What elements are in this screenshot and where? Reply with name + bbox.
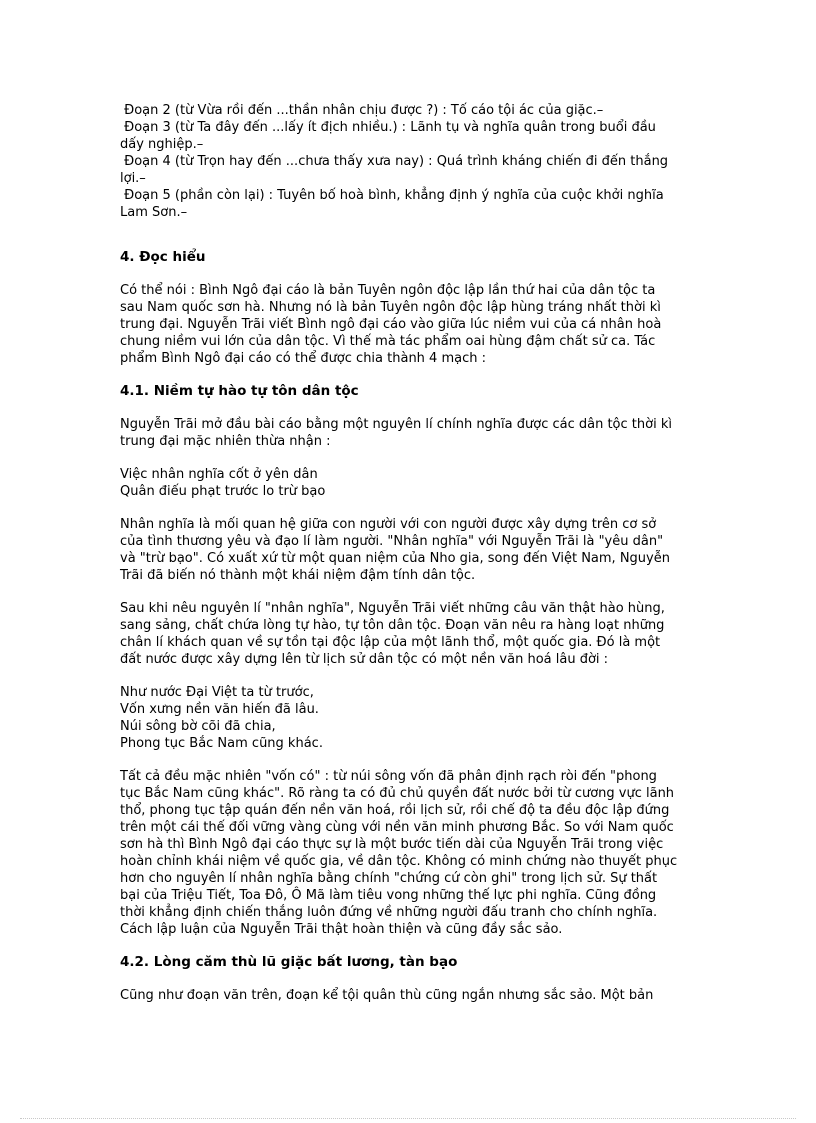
paragraph-nhan-nghia bbox=[120, 516, 700, 584]
paragraph-line: của tình thương yêu và đạo lí làm người. "Nhân nghĩa" với Nguyễn Trãi là "yêu dân" bbox=[120, 534, 664, 549]
paragraph-line: và "trừ bạo". Có xuất xứ từ một quan niệm của Nho gia, song đến Việt Nam, Nguyễn bbox=[120, 551, 670, 566]
section-heading-niem-tu-hao: 4.1. Niềm tự hào tự tôn dân tộc bbox=[120, 383, 359, 399]
paragraph-line: Có thể nói : Bình Ngô đại cáo là bản Tuyên ngôn độc lập lần thứ hai của dân tộc ta bbox=[120, 283, 656, 298]
paragraph-line: Trãi đã biến nó thành một khái niệm đậm tính dân tộc. bbox=[120, 568, 476, 583]
paragraph-line: sơn hà thì Bình Ngô đại cáo thực sự là một bước tiến dài của Nguyễn Trãi trong việc bbox=[120, 837, 664, 852]
outline-line: Đoạn 3 (từ Ta đây đến ...lấy ít địch nhiều.) : Lãnh tụ và nghĩa quân trong buổi đầu bbox=[120, 120, 656, 135]
spacer bbox=[120, 233, 700, 249]
quote-line: Núi sông bờ cõi đã chia, bbox=[120, 719, 276, 734]
paragraph-sau-khi bbox=[120, 600, 700, 668]
quote-nhan-nghia bbox=[120, 466, 700, 500]
page-bottom-rule bbox=[20, 1118, 796, 1119]
outline-line: Đoạn 4 (từ Trọn hay đến ...chưa thấy xưa nay) : Quá trình kháng chiến đi đến thắng bbox=[120, 154, 669, 169]
paragraph-line: Tất cả đều mặc nhiên "vốn có" : từ núi sông vốn đã phân định rạch ròi đến "phong bbox=[120, 769, 657, 784]
section-heading-long-cam-thu: 4.2. Lòng căm thù lũ giặc bất lương, tàn bạo bbox=[120, 954, 458, 970]
paragraph-line: trung đại. Nguyễn Trãi viết Bình ngô đại cáo vào giữa lúc niềm vui của cá nhân hoà bbox=[120, 317, 662, 332]
paragraph-line: trên một cái thế đối vững vàng cùng với nền văn minh phương Bắc. So với Nam quốc bbox=[120, 820, 674, 835]
paragraph-nguyen-li bbox=[120, 416, 700, 450]
quote-line: Việc nhân nghĩa cốt ở yên dân bbox=[120, 467, 318, 482]
paragraph-line: thổ, phong tục tập quán đến nền văn hoá, rồi lịch sử, rồi chế độ ta đều độc lập đứng bbox=[120, 803, 670, 818]
quote-line: Phong tục Bắc Nam cũng khác. bbox=[120, 736, 323, 751]
quote-dai-viet bbox=[120, 684, 700, 752]
outline-line: Lam Sơn.– bbox=[120, 205, 188, 220]
paragraph-line: Cũng như đoạn văn trên, đoạn kể tội quân thù cũng ngắn nhưng sắc sảo. Một bản bbox=[120, 988, 654, 1003]
paragraph-line: chung niềm vui lớn của dân tộc. Vì thế mà tác phẩm oai hùng đậm chất sử ca. Tác bbox=[120, 334, 656, 349]
document-page bbox=[120, 102, 700, 1020]
paragraph-line: trung đại mặc nhiên thừa nhận : bbox=[120, 434, 331, 449]
paragraph-line: hơn cho nguyên lí nhân nghĩa bằng chính "chứng cứ còn ghi" trong lịch sử. Sự thất bbox=[120, 871, 658, 886]
paragraph-line: bại của Triệu Tiết, Toa Đô, Ô Mã làm tiêu vong những thế lực phi nghĩa. Cũng đồng bbox=[120, 888, 657, 903]
outline-line: dấy nghiệp.– bbox=[120, 137, 204, 152]
outline-line: Đoạn 2 (từ Vừa rồi đến ...thần nhân chịu được ?) : Tố cáo tội ác của giặc.– bbox=[120, 103, 604, 118]
quote-line: Quân điếu phạt trước lo trừ bạo bbox=[120, 484, 326, 499]
paragraph-ke-toi bbox=[120, 987, 700, 1004]
paragraph-line: đất nước được xây dựng lên từ lịch sử dân tộc có một nền văn hoá lâu đời : bbox=[120, 652, 609, 667]
section-outline-list bbox=[120, 102, 700, 221]
paragraph-line: chân lí khách quan về sự tồn tại độc lập của một lãnh thổ, một quốc gia. Đó là một bbox=[120, 635, 661, 650]
section-heading-doc-hieu: 4. Đọc hiểu bbox=[120, 249, 206, 265]
paragraph-line: sang sảng, chất chứa lòng tự hào, tự tôn dân tộc. Đoạn văn nêu ra hàng loạt những bbox=[120, 618, 665, 633]
quote-line: Vốn xưng nền văn hiến đã lâu. bbox=[120, 702, 319, 717]
quote-line: Như nước Đại Việt ta từ trước, bbox=[120, 685, 314, 700]
paragraph-line: thời khẳng định chiến thắng luôn đứng về những người đấu tranh cho chính nghĩa. bbox=[120, 905, 658, 920]
outline-line: lợi.– bbox=[120, 171, 146, 186]
paragraph-doc-hieu bbox=[120, 282, 700, 367]
paragraph-line: hoàn chỉnh khái niệm về quốc gia, về dân tộc. Không có minh chứng nào thuyết phục bbox=[120, 854, 678, 869]
paragraph-line: Nhân nghĩa là mối quan hệ giữa con người với con người được xây dựng trên cơ sở bbox=[120, 517, 657, 532]
paragraph-line: sau Nam quốc sơn hà. Nhưng nó là bản Tuyên ngôn độc lập hùng tráng nhất thời kì bbox=[120, 300, 661, 315]
paragraph-line: tục Bắc Nam cũng khác". Rõ ràng ta có đủ chủ quyền đất nước bởi từ cương vực lãnh bbox=[120, 786, 675, 801]
outline-line: Đoạn 5 (phần còn lại) : Tuyên bố hoà bình, khẳng định ý nghĩa của cuộc khởi nghĩa bbox=[120, 188, 664, 203]
paragraph-line: Sau khi nêu nguyên lí "nhân nghĩa", Nguyễn Trãi viết những câu văn thật hào hùng, bbox=[120, 601, 665, 616]
paragraph-tat-ca bbox=[120, 768, 700, 938]
paragraph-line: phẩm Bình Ngô đại cáo có thể được chia thành 4 mạch : bbox=[120, 351, 486, 366]
paragraph-line: Nguyễn Trãi mở đầu bài cáo bằng một nguyên lí chính nghĩa được các dân tộc thời kì bbox=[120, 417, 672, 432]
paragraph-line: Cách lập luận của Nguyễn Trãi thật hoàn thiện và cũng đầy sắc sảo. bbox=[120, 922, 563, 937]
